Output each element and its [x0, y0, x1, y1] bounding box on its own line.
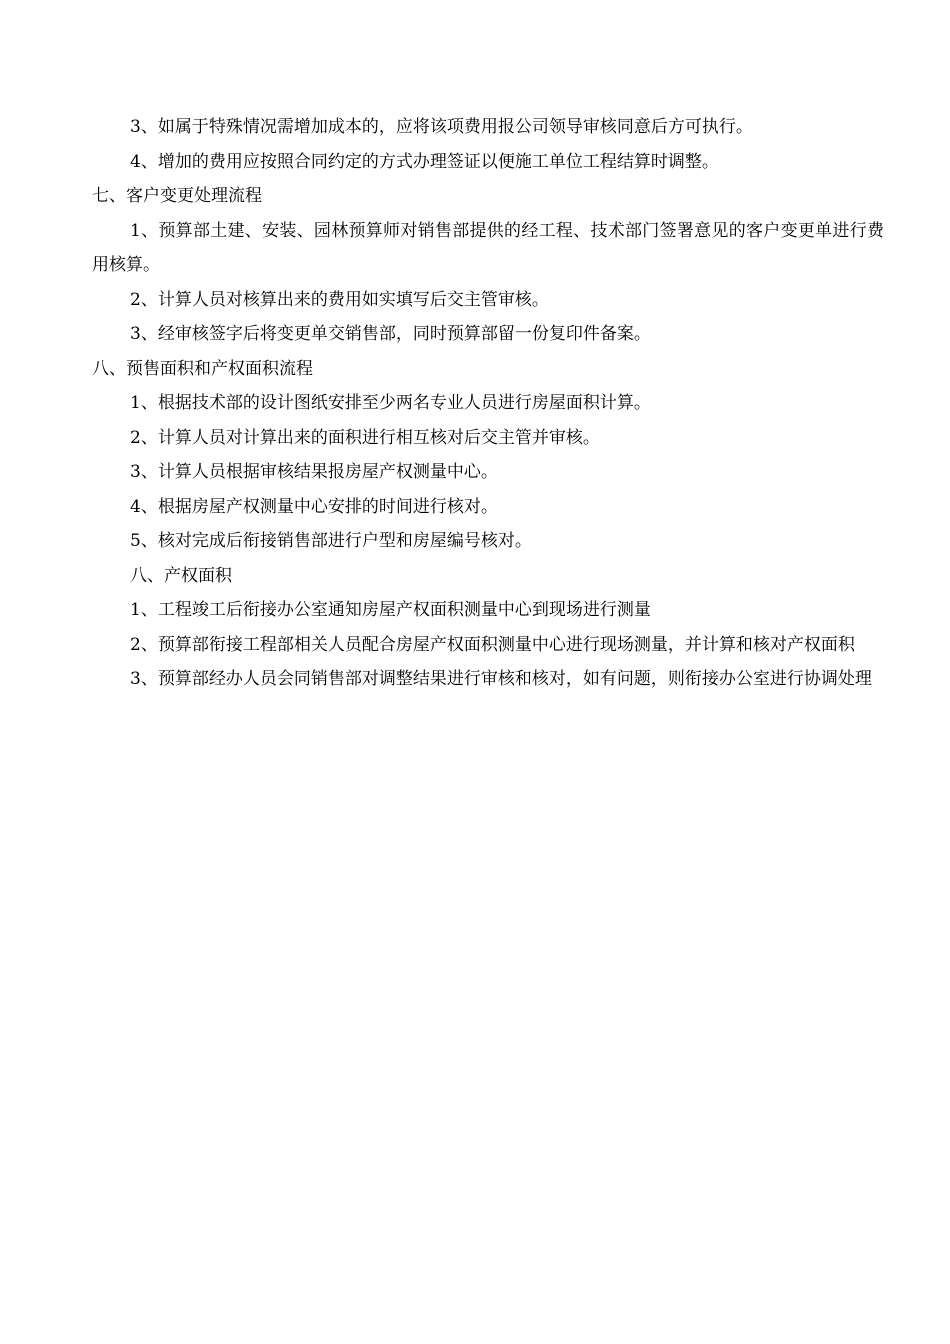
paragraph-item-3-review-adjust: 3、预算部经办人员会同销售部对调整结果进行审核和核对，如有问题，则衔接办公室进行协调处理 [130, 669, 872, 689]
paragraph-item-3-report-center: 3、计算人员根据审核结果报房屋产权测量中心。 [130, 462, 498, 482]
paragraph-item-2-fill-cost: 2、计算人员对核算出来的费用如实填写后交主管审核。 [130, 289, 549, 310]
paragraph-item-1-completion-notice: 1、工程竣工后衔接办公室通知房屋产权面积测量中心到现场进行测量 [130, 600, 651, 620]
paragraph-item-3-special-cost: 3、如属于特殊情况需增加成本的，应将该项费用报公司领导审核同意后方可执行。 [130, 117, 753, 137]
document-page [92, 110, 884, 697]
paragraph-item-2-cross-check: 2、计算人员对计算出来的面积进行相互核对后交主管并审核。 [130, 427, 600, 448]
paragraph-item-4-added-cost: 4、增加的费用应按照合同约定的方式办理签证以便施工单位工程结算时调整。 [130, 151, 719, 172]
paragraph-item-5-unit-check: 5、核对完成后衔接销售部进行户型和房屋编号核对。 [130, 531, 532, 551]
paragraph-item-4-verify-time: 4、根据房屋产权测量中心安排的时间进行核对。 [130, 496, 498, 517]
paragraph-item-1-cost-accounting: 1、预算部土建、安装、园林预算师对销售部提供的经工程、技术部门签署意见的客户变更单进行费用核算。 [92, 220, 884, 275]
paragraph-item-3-signoff: 3、经审核签字后将变更单交销售部，同时预算部留一份复印件备案。 [130, 324, 651, 344]
section-heading-presale-area: 八、预售面积和产权面积流程 [92, 358, 313, 379]
section-heading-property-area: 八、产权面积 [130, 565, 232, 586]
section-heading-customer-change: 七、客户变更处理流程 [92, 186, 262, 206]
paragraph-item-2-site-survey: 2、预算部衔接工程部相关人员配合房屋产权面积测量中心进行现场测量，并计算和核对产权面积 [130, 634, 855, 655]
paragraph-item-1-area-calc: 1、根据技术部的设计图纸安排至少两名专业人员进行房屋面积计算。 [130, 393, 651, 413]
